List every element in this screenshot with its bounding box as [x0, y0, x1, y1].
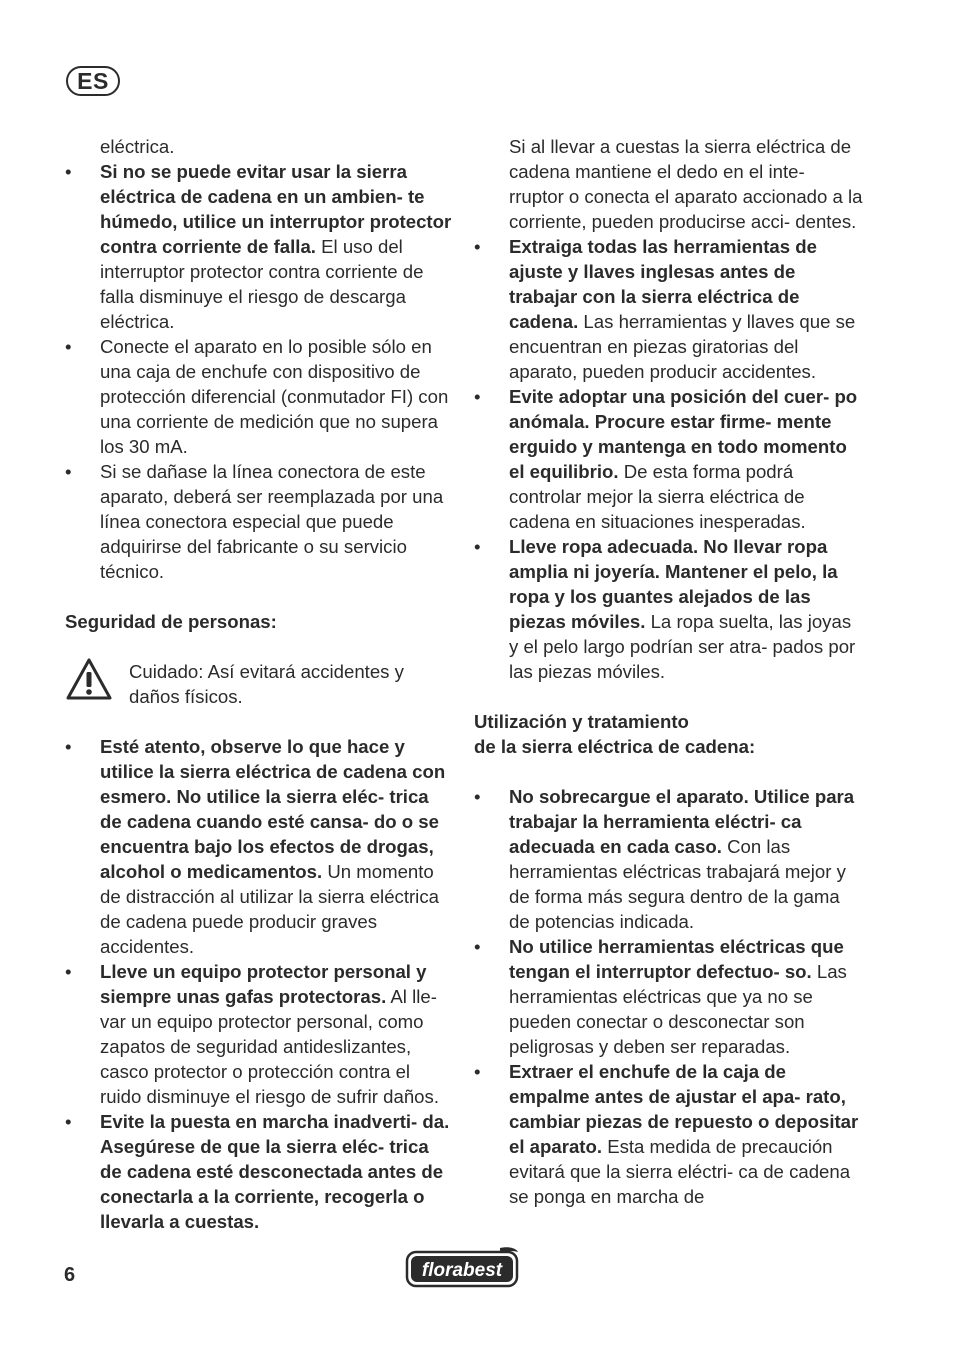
bullet-icon: •	[65, 461, 72, 482]
bold-text: No sobrecargue el aparato. Utilice para trabajar la herramienta eléctri- ca adecuada en cada caso.	[509, 786, 855, 857]
language-badge: ES	[66, 66, 120, 96]
bold-text: No utilice herramientas eléctricas que tengan el interruptor defectuo- so.	[509, 936, 844, 982]
bold-text: Lleve ropa adecuada. No llevar ropa amplia ni joyería. Mantener el pelo, la ropa y los guantes alejados de las piezas móviles.	[509, 536, 838, 632]
florabest-logo	[404, 1246, 520, 1290]
list-item	[474, 1059, 864, 1209]
bullet-icon: •	[474, 936, 481, 957]
right-column	[474, 134, 864, 1209]
body-text: Las herramientas eléctricas que ya no se pueden conectar o desconectar son peligrosas y deben ser reparadas.	[509, 961, 847, 1057]
body-text: Conecte el aparato en lo posible sólo en una caja de enchufe con dispositivo de protección diferencial (conmutador FI) con una corriente de medición que no supera los 30 mA.	[100, 336, 449, 457]
list-item	[474, 534, 864, 684]
logo-text: florabest	[421, 1260, 503, 1281]
list-item	[474, 934, 864, 1059]
left-column	[65, 134, 453, 1234]
bold-text: Si no se puede evitar usar la sierra eléctrica de cadena en un ambien- te húmedo, utilice un interruptor protector contra corriente de falla.	[100, 161, 452, 257]
body-text: De esta forma podrá controlar mejor la sierra eléctrica de cadena en situaciones inesperadas.	[509, 461, 806, 532]
list-item	[65, 159, 453, 334]
warning-triangle-icon	[65, 657, 113, 701]
page-number: 6	[64, 1264, 76, 1286]
bold-text: Extraiga todas las herramientas de ajuste y llaves inglesas antes de trabajar con la sierra eléctrica de cadena.	[509, 236, 817, 332]
list-item	[474, 384, 864, 534]
list-item	[65, 334, 453, 459]
warning-note	[65, 659, 453, 709]
body-text: Las herramientas y llaves que se encuentran en piezas giratorias del aparato, pueden producir accidentes.	[509, 311, 856, 382]
warning-text: Cuidado: Así evitará accidentes y daños físicos.	[129, 661, 404, 707]
list-item	[65, 1109, 453, 1234]
bullet-icon: •	[474, 536, 481, 557]
list-item	[65, 959, 453, 1109]
list-item	[474, 784, 864, 934]
bullet-icon: •	[65, 1111, 72, 1132]
list-item	[65, 734, 453, 959]
continued-text: Si al llevar a cuestas la sierra eléctrica de cadena mantiene el dedo en el inte- rruptor o conecta el aparato accionado a la corriente, pueden producirse acci- dentes.	[509, 136, 863, 232]
body-text: Esta medida de precaución evitará que la sierra eléctri- ca de cadena se ponga en marcha de	[509, 1136, 851, 1207]
bullet-icon: •	[474, 1061, 481, 1082]
body-text: El uso del interruptor protector contra corriente de falla disminuye el riesgo de descarga eléctrica.	[100, 236, 424, 332]
section-heading: Seguridad de personas:	[65, 611, 277, 632]
bullet-icon: •	[474, 386, 481, 407]
section-heading	[474, 709, 864, 759]
continued-text: eléctrica.	[100, 136, 175, 157]
bullet-icon: •	[65, 736, 72, 757]
bold-text: Evite adoptar una posición del cuer- po anómala. Procure estar firme- mente erguido y mantenga en todo momento el equilibrio.	[509, 386, 858, 482]
section-heading-line: Utilización y tratamiento	[474, 711, 689, 732]
bullet-icon: •	[65, 161, 72, 182]
bullet-icon: •	[474, 236, 481, 257]
section-heading-line: de la sierra eléctrica de cadena:	[474, 736, 756, 757]
list-item	[65, 459, 453, 584]
body-text: Un momento de distracción al utilizar la sierra eléctrica de cadena puede producir graves accidentes.	[100, 861, 439, 957]
bullet-icon: •	[65, 336, 72, 357]
bold-text: Lleve un equipo protector personal y siempre unas gafas protectoras.	[100, 961, 427, 1007]
bullet-icon: •	[474, 786, 481, 807]
body-text: Al lle- var un equipo protector personal, como zapatos de seguridad antideslizantes, casco protector o protección contra el ruido disminuye el riesgo de sufrir daños.	[100, 986, 439, 1107]
body-text: La ropa suelta, las joyas y el pelo largo podrían ser atra- pados por las piezas móviles.	[509, 611, 856, 682]
body-text: Si se dañase la línea conectora de este aparato, deberá ser reemplazada por una línea conectora especial que puede adquirirse del fabricante o su servicio técnico.	[100, 461, 444, 582]
body-text: Con las herramientas eléctricas trabajará mejor y de forma más segura dentro de la gama de potencias indicada.	[509, 836, 846, 932]
bullet-icon: •	[65, 961, 72, 982]
bold-text: Extraer el enchufe de la caja de empalme antes de ajustar el apa- rato, cambiar piezas de repuesto o depositar el aparato.	[509, 1061, 859, 1157]
list-item	[474, 234, 864, 384]
bold-text: Esté atento, observe lo que hace y utilice la sierra eléctrica de cadena con esmero. No utilice la sierra eléc- trica de cadena cuando esté cansa- do o se encuentra bajo los efectos de drogas, alcohol o medicamentos.	[100, 736, 446, 882]
bold-text: Evite la puesta en marcha inadverti- da. Asegúrese de que la sierra eléc- trica de cadena esté desconectada antes de conectarla a la corriente, recogerla o llevarla a cuestas.	[100, 1111, 450, 1232]
